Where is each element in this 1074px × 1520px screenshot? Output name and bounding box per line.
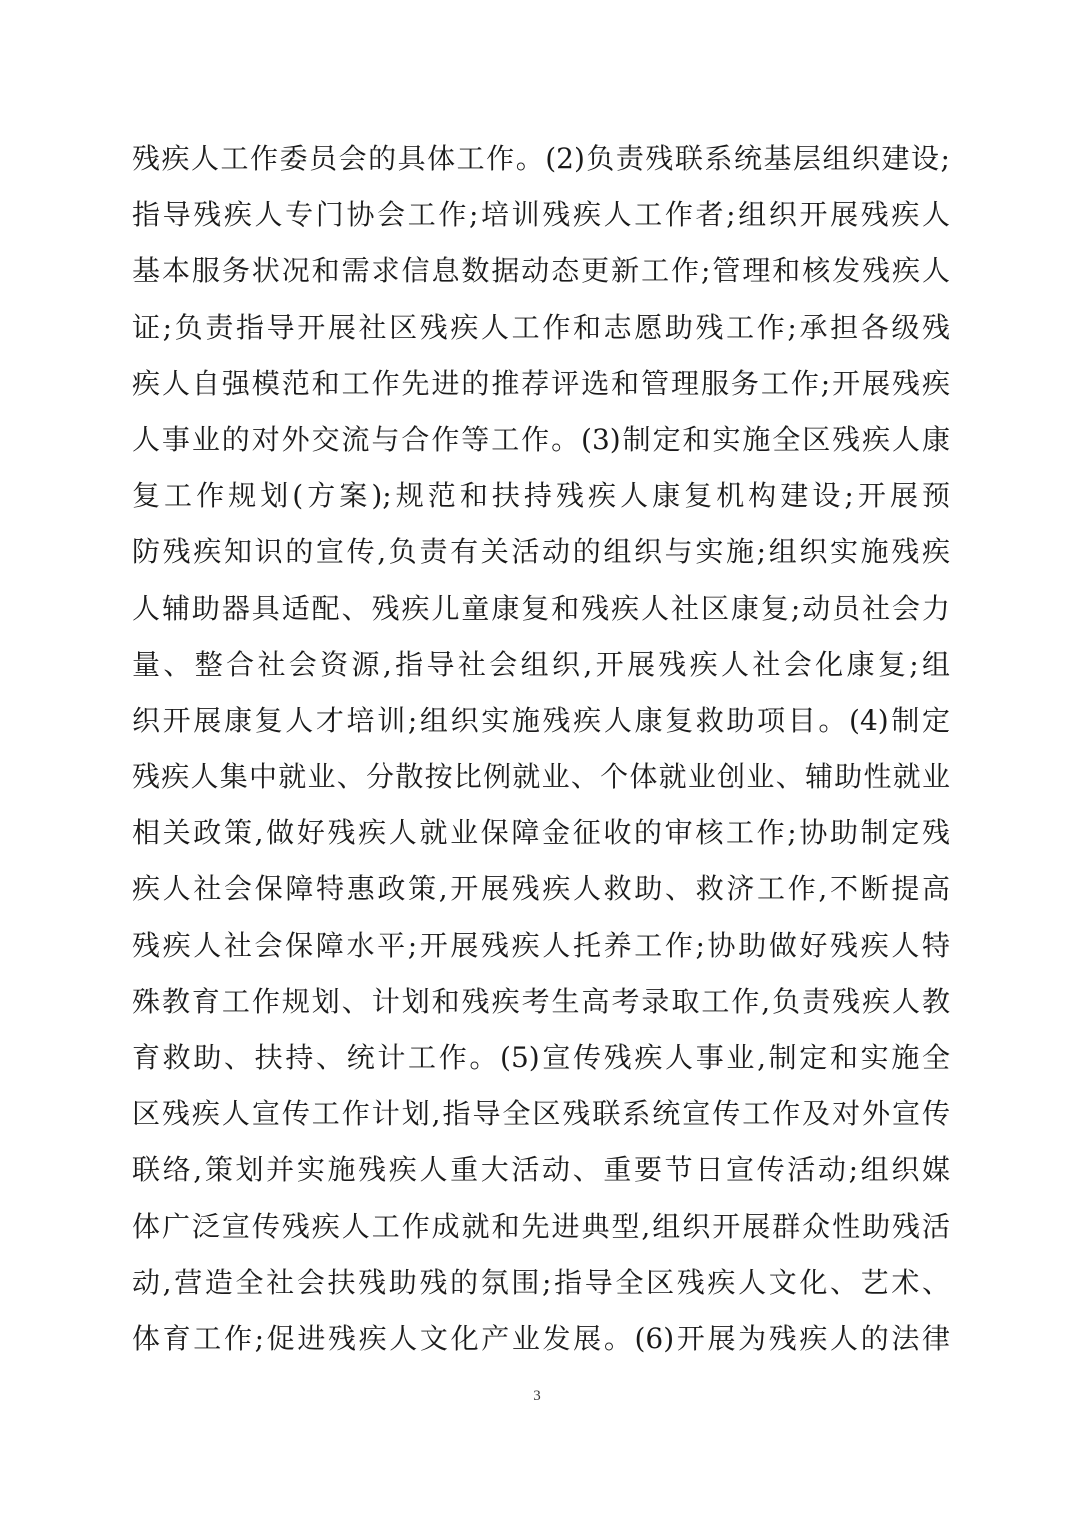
text-line: 织开展康复人才培训;组织实施残疾人康复救助项目。(4)制定 xyxy=(132,703,950,737)
text-line: 指导残疾人专门协会工作;培训残疾人工作者;组织开展残疾人 xyxy=(132,198,950,232)
page-number: 3 xyxy=(533,1388,541,1404)
text-line: 基本服务状况和需求信息数据动态更新工作;管理和核发残疾人 xyxy=(132,254,950,288)
text-line: 残疾人社会保障水平;开展残疾人托养工作;协助做好残疾人特 xyxy=(132,928,950,962)
text-line: 复工作规划(方案);规范和扶持残疾人康复机构建设;开展预 xyxy=(132,479,950,513)
text-line: 育救助、扶持、统计工作。(5)宣传残疾人事业,制定和实施全 xyxy=(132,1041,950,1074)
text-line: 体育工作;促进残疾人文化产业发展。(6)开展为残疾人的法律 xyxy=(132,1321,950,1355)
text-line: 动,营造全社会扶残助残的氛围;指导全区残疾人文化、艺术、 xyxy=(132,1265,950,1299)
body-text xyxy=(132,131,950,1367)
text-line: 相关政策,做好残疾人就业保障金征收的审核工作;协助制定残 xyxy=(132,816,950,850)
text-line: 疾人自强模范和工作先进的推荐评选和管理服务工作;开展残疾 xyxy=(132,366,950,400)
text-line: 人事业的对外交流与合作等工作。(3)制定和实施全区残疾人康 xyxy=(132,422,950,456)
text-line: 残疾人工作委员会的具体工作。(2)负责残联系统基层组织建设; xyxy=(132,142,950,175)
text-line: 体广泛宣传残疾人工作成就和先进典型,组织开展群众性助残活 xyxy=(132,1209,950,1243)
text-line: 量、整合社会资源,指导社会组织,开展残疾人社会化康复;组 xyxy=(132,647,950,681)
text-line: 疾人社会保障特惠政策,开展残疾人救助、救济工作,不断提高 xyxy=(132,872,950,906)
text-line: 区残疾人宣传工作计划,指导全区残联系统宣传工作及对外宣传 xyxy=(132,1097,950,1131)
text-line: 联络,策划并实施残疾人重大活动、重要节日宣传活动;组织媒 xyxy=(132,1153,950,1187)
text-line: 人辅助器具适配、残疾儿童康复和残疾人社区康复;动员社会力 xyxy=(132,591,950,625)
text-line: 残疾人集中就业、分散按比例就业、个体就业创业、辅助性就业 xyxy=(132,760,950,794)
text-line: 殊教育工作规划、计划和残疾考生高考录取工作,负责残疾人教 xyxy=(132,984,950,1018)
text-line: 证;负责指导开展社区残疾人工作和志愿助残工作;承担各级残 xyxy=(132,310,950,344)
text-line: 防残疾知识的宣传,负责有关活动的组织与实施;组织实施残疾 xyxy=(132,535,950,569)
